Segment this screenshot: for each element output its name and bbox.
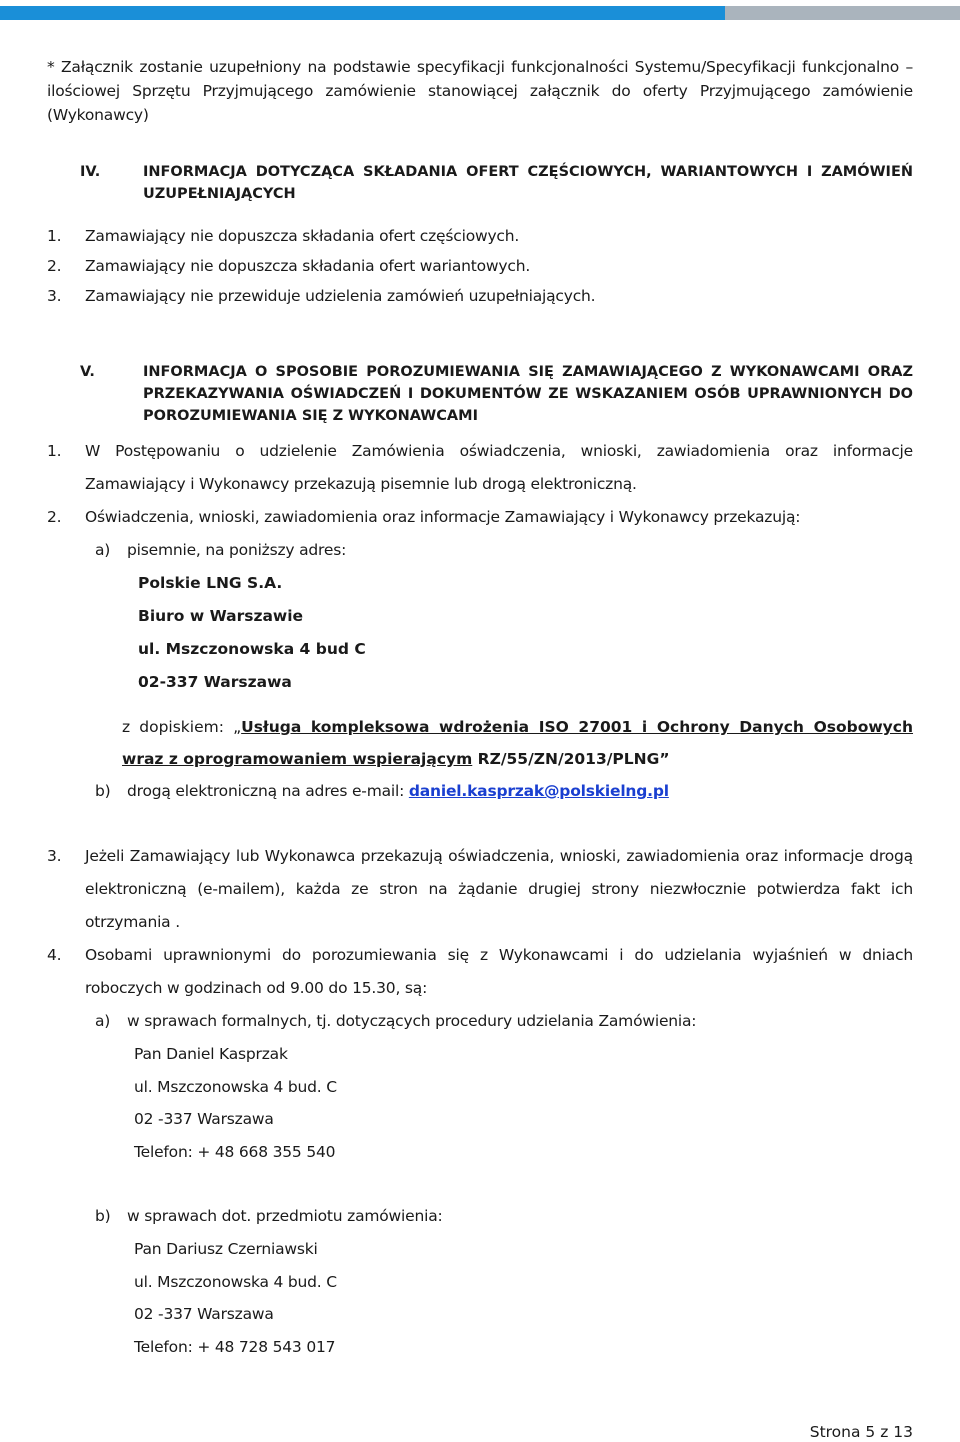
email-label: drogą elektroniczną na adres e-mail: [127,782,409,800]
submission-note [47,711,913,775]
postal-address [47,567,913,699]
header-bar [0,0,960,20]
list-item [47,435,913,501]
address-line: Polskie LNG S.A. [138,574,283,592]
item-text: Jeżeli Zamawiający lub Wykonawca przekazują oświadczenia, wnioski, zawiadomienia oraz informacje drogą elektroniczną (e-mailem), każda ze stron na żądanie drugiej strony niezwłocznie potwierdza fakt ich otrzymania . [85,847,913,931]
header-bar-blue [0,6,725,20]
item-number: 4. [47,946,62,964]
item-text: Oświadczenia, wnioski, zawiadomienia oraz informacje Zamawiający i Wykonawcy przekazują: [85,508,801,526]
section-number: V. [80,364,95,380]
section-title: INFORMACJA O SPOSOBIE POROZUMIEWANIA SIĘ ZAMAWIAJĄCEGO Z WYKONAWCAMI ORAZ PRZEKAZYWANIA OŚWIADCZEŃ I DOKUMENTÓW ZE WSKAZANIEM OSÓB UPRAWNIONYCH DO POROZUMIEWANIA SIĘ Z WYKONAWCAMI [143,364,913,424]
note-reference: RZ/55/ZN/2013/PLNG” [472,750,670,768]
list-item [47,939,913,1005]
list-item [47,501,913,534]
sub-item-a [47,534,913,567]
contact-street: ul. Mszczonowska 4 bud. C [134,1272,337,1291]
item-number: 2. [47,508,62,526]
sub-item-text: w sprawach dot. przedmiotu zamówienia: [127,1207,443,1225]
item-number: 1. [47,442,62,460]
sub-item-text: pisemnie, na poniższy adres: [127,541,347,559]
sub-item-letter: a) [95,1012,111,1030]
sub-item-text: w sprawach formalnych, tj. dotyczących procedury udzielania Zamówienia: [127,1012,697,1030]
sub-item-b [47,775,913,808]
item-number: 2. [47,257,62,275]
contact-name: Pan Daniel Kasprzak [134,1045,288,1063]
section-iv-heading [47,161,913,205]
list-item [47,251,913,281]
list-item [47,281,913,311]
sub-item-letter: b) [95,782,111,800]
contact-city: 02 -337 Warszawa [134,1110,274,1128]
sub-item-letter: b) [95,1207,111,1225]
page-number: Strona 5 z 13 [809,1423,913,1441]
item-number: 3. [47,287,62,305]
item-number: 3. [47,847,62,865]
address-line: ul. Mszczonowska 4 bud C [138,640,366,658]
note-prefix: z dopiskiem: „ [122,718,242,736]
email-link[interactable]: daniel.kasprzak@polskielng.pl [408,782,669,800]
section-number: IV. [80,164,101,180]
item-text: Zamawiający nie dopuszcza składania ofert częściowych. [85,227,520,245]
section-v-heading [47,361,913,427]
contact-a-heading [47,1005,913,1038]
list-item [47,840,913,939]
item-text: Zamawiający nie dopuszcza składania ofert wariantowych. [85,257,531,275]
sub-item-text [127,775,913,808]
contact-b-heading [47,1200,913,1233]
contact-city: 02 -337 Warszawa [134,1305,274,1323]
item-text: W Postępowaniu o udzielenie Zamówienia oświadczenia, wnioski, zawiadomienia oraz informacje Zamawiający i Wykonawcy przekazują pisemnie lub drogą elektroniczną. [85,442,913,493]
contact-b [47,1233,913,1363]
item-number: 1. [47,227,62,245]
contact-phone: Telefon: + 48 728 543 017 [134,1337,336,1356]
section-title: INFORMACJA DOTYCZĄCA SKŁADANIA OFERT CZĘŚCIOWYCH, WARIANTOWYCH I ZAMÓWIEŃ UZUPEŁNIAJĄCYCH [143,164,913,202]
note-subject: Usługa kompleksowa wdrożenia ISO 27001 i Ochrony Danych Osobowych wraz z oprogramowaniem wspierającym [122,718,914,768]
footnote: * Załącznik zostanie uzupełniony na podstawie specyfikacji funkcjonalności Systemu/Specyfikacji funkcjonalno – ilościowej Sprzętu Przyjmującego zamówienie stanowiącej załącznik do oferty Przyjmującego zamówienie (Wykonawcy) [47,58,913,124]
contact-street: ul. Mszczonowska 4 bud. C [134,1077,337,1096]
item-text: Osobami uprawnionymi do porozumiewania się z Wykonawcami i do udzielania wyjaśnień w dniach roboczych w godzinach od 9.00 do 15.30, są: [85,946,913,997]
contact-phone: Telefon: + 48 668 355 540 [134,1142,336,1161]
item-text: Zamawiający nie przewiduje udzielenia zamówień uzupełniających. [85,287,596,305]
header-bar-grey [725,6,960,20]
sub-item-letter: a) [95,541,111,559]
list-item [47,221,913,251]
page-content [47,55,913,1363]
contact-name: Pan Dariusz Czerniawski [134,1240,318,1258]
address-line: 02-337 Warszawa [138,673,292,691]
address-line: Biuro w Warszawie [138,607,304,625]
contact-a [47,1038,913,1168]
